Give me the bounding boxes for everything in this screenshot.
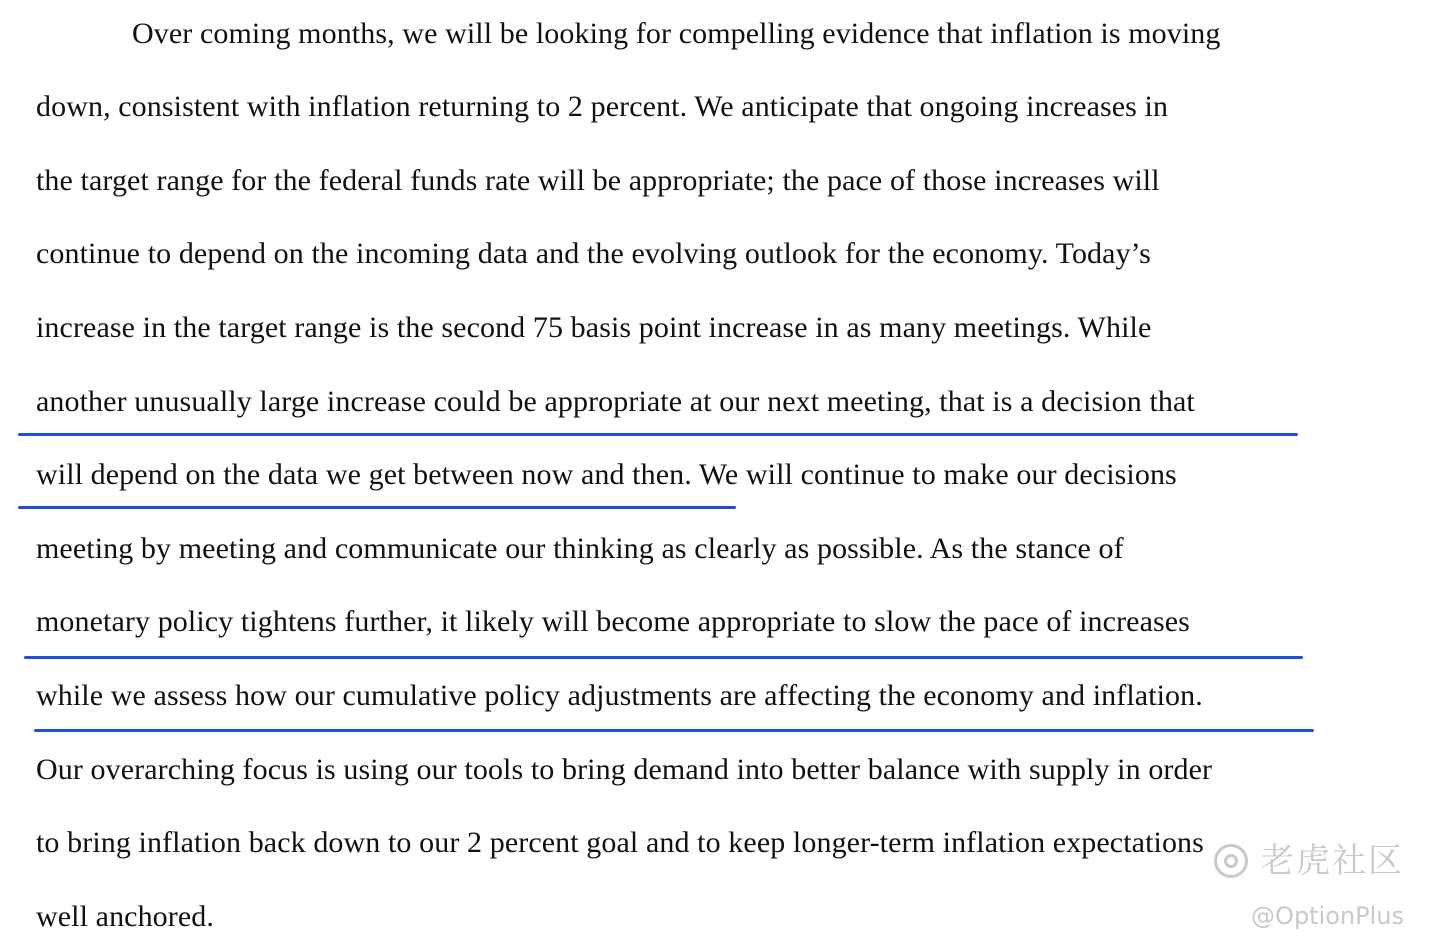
watermark-brand-text: 老虎社区 — [1260, 841, 1404, 881]
paragraph-line-5: increase in the target range is the second 75 basis point increase in as many meetings. While — [36, 311, 1152, 344]
tiger-community-logo-icon — [1214, 844, 1248, 878]
paragraph-line-7: will depend on the data we get between now and then. We will continue to make our decisions — [36, 458, 1177, 491]
paragraph-line-4: continue to depend on the incoming data and the evolving outlook for the economy. Today’s — [36, 237, 1151, 270]
watermark-brand — [1214, 838, 1404, 884]
paragraph-line-2: down, consistent with inflation returning to 2 percent. We anticipate that ongoing increases in — [36, 90, 1169, 123]
paragraph-line-1: Over coming months, we will be looking for compelling evidence that inflation is moving — [132, 17, 1221, 50]
paragraph-line-6: another unusually large increase could be appropriate at our next meeting, that is a decision that — [36, 385, 1195, 418]
watermark-handle: @OptionPlus — [1251, 902, 1404, 930]
paragraph-line-9: monetary policy tightens further, it likely will become appropriate to slow the pace of increases — [36, 605, 1190, 638]
paragraph-line-3: the target range for the federal funds rate will be appropriate; the pace of those increases will — [36, 164, 1160, 197]
paragraph-line-13: well anchored. — [36, 900, 214, 933]
highlight-underline-3 — [24, 656, 1303, 659]
paragraph-line-10: while we assess how our cumulative policy adjustments are affecting the economy and inflation. — [36, 679, 1203, 712]
highlight-underline-1 — [18, 433, 1298, 436]
paragraph-line-11: Our overarching focus is using our tools to bring demand into better balance with supply in order — [36, 753, 1213, 786]
paragraph-line-8: meeting by meeting and communicate our thinking as clearly as possible. As the stance of — [36, 532, 1124, 565]
watermark — [1214, 838, 1404, 934]
highlight-underline-2 — [18, 506, 736, 509]
highlight-underline-4 — [34, 729, 1314, 732]
paragraph-line-12: to bring inflation back down to our 2 percent goal and to keep longer-term inflation expectations — [36, 826, 1204, 859]
